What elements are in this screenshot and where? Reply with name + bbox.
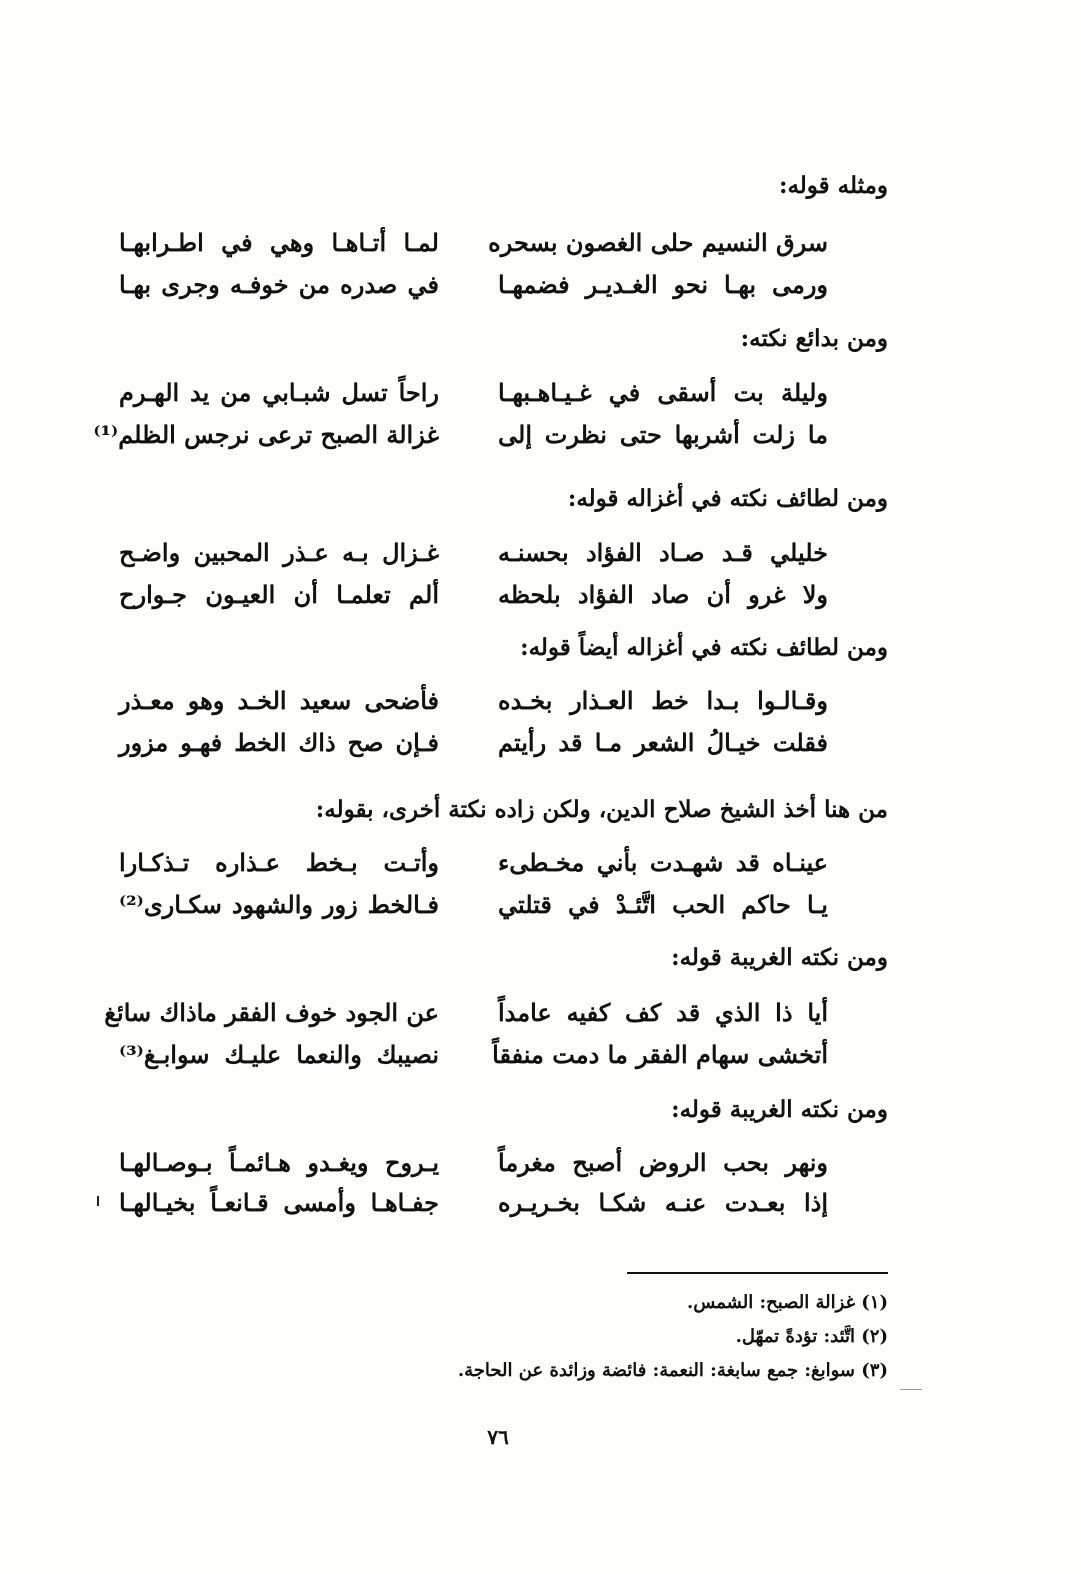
verse-second-hemistich: جفـاهـا وأمسى قـانعـاً بخيـالهـا bbox=[119, 1188, 439, 1217]
verse-first-hemistich: ولا غرو أن صاد الفؤاد بلحظه bbox=[498, 580, 828, 609]
section-intro: ومن نكته الغريبة قوله: bbox=[671, 1096, 888, 1123]
section-intro: ومثله قوله: bbox=[778, 172, 888, 199]
footnote: (٢) اتَّئد: تؤدةً تمهّل. bbox=[735, 1326, 888, 1347]
verse-second-hemistich: نصيبك والنعما عليـك سوابـغ⁽³⁾ bbox=[119, 1040, 439, 1069]
verse-second-hemistich: عن الجود خوف الفقر ماذاك سائغ bbox=[104, 998, 439, 1027]
verse-first-hemistich: أتخشى سهام الفقر ما دمت منفقاً bbox=[492, 1040, 828, 1069]
section-intro: ومن بدائع نكته: bbox=[740, 325, 888, 352]
verse-first-hemistich: عينـاه قد شهـدت بأني مخـطىء bbox=[498, 848, 828, 877]
section-intro: ومن لطائف نكته في أغزاله قوله: bbox=[567, 485, 888, 512]
verse-second-hemistich: يـروح ويغـدو هـائمـاً بـوصـالهـا bbox=[119, 1148, 439, 1177]
verse-first-hemistich: وليلة بت أسقى في غـيـاهـبهـا bbox=[498, 378, 828, 407]
scan-edge-mark bbox=[900, 1389, 922, 1390]
section-intro: من هنا أخذ الشيخ صلاح الدين، ولكن زاده نكتة أخرى، بقوله: bbox=[315, 796, 888, 823]
verse-second-hemistich: في صدره من خوفـه وجرى بهـا bbox=[119, 270, 439, 299]
verse-second-hemistich: فـالخط زور والشهود سكـارى⁽²⁾ bbox=[119, 890, 439, 919]
verse-first-hemistich: خليلي قـد صـاد الفؤاد بحسنـه bbox=[498, 538, 828, 567]
footnote-separator bbox=[627, 1272, 888, 1274]
verse-first-hemistich: ونهر بحب الروض أصبح مغرماً bbox=[498, 1148, 828, 1177]
verse-second-hemistich: لمـا أتـاهـا وهي في اطـرابهـا bbox=[119, 228, 439, 257]
verse-first-hemistich: إذا بعـدت عنـه شكـا بخـريـره bbox=[498, 1188, 828, 1217]
verse-second-hemistich: فـإن صح ذاك الخط فهـو مزور bbox=[119, 728, 439, 757]
verse-second-hemistich: غزالة الصبح ترعى نرجس الظلم⁽¹⁾ bbox=[93, 420, 439, 449]
footnote: (١) غزالة الصبح: الشمس. bbox=[687, 1292, 888, 1313]
footnote: (٣) سوابغ: جمع سابغة: النعمة: فائضة وزائدة عن الحاجة. bbox=[457, 1360, 888, 1381]
verse-second-hemistich: غـزال بـه عـذر المحبين واضـح bbox=[119, 538, 439, 567]
verse-first-hemistich: وقـالـوا بـدا خط العـذار بخـده bbox=[498, 686, 828, 715]
verse-second-hemistich: ألم تعلمـا أن العيـون جـوارح bbox=[119, 580, 439, 609]
verse-first-hemistich: ما زلت أشربها حتى نظرت إلى bbox=[498, 420, 828, 449]
page-number: ٧٦ bbox=[487, 1425, 509, 1449]
verse-first-hemistich: يـا حاكم الحب اتَّئـدْ في قتلتي bbox=[498, 890, 828, 919]
verse-second-hemistich: راحاً تسل شبـابي من يد الهـرم bbox=[119, 378, 439, 407]
verse-second-hemistich: وأتـت بـخط عـذاره تـذكـارا bbox=[119, 848, 439, 877]
margin-mark bbox=[97, 1196, 99, 1206]
verse-second-hemistich: فأضحى سعيد الخـد وهو معـذر bbox=[119, 686, 439, 715]
section-intro: ومن لطائف نكته في أغزاله أيضاً قوله: bbox=[520, 634, 888, 661]
verse-first-hemistich: سرق النسيم حلى الغصون بسحره bbox=[488, 228, 828, 257]
verse-first-hemistich: أيا ذا الذي قد كف كفيه عامداً bbox=[498, 998, 828, 1027]
verse-first-hemistich: ورمى بهـا نحو الغـديـر فضمهـا bbox=[498, 270, 828, 299]
section-intro: ومن نكته الغريبة قوله: bbox=[671, 944, 888, 971]
verse-first-hemistich: فقلت خيـالُ الشعر مـا قد رأيتم bbox=[498, 728, 828, 757]
